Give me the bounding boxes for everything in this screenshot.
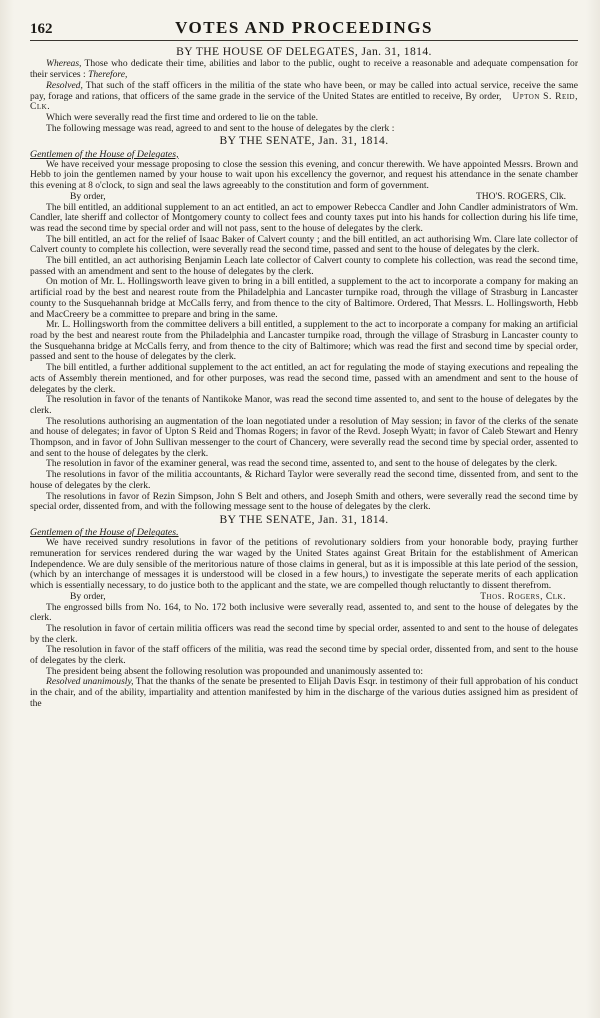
resolved-body: That such of the staff officers in the militia of the state who have been, or may be called into actual service, receive the same pay, forage and rations, that officers of the same grade in the service of the United States are entitled to receive, By order, bbox=[30, 79, 578, 102]
paragraph-president-absent: The president being absent the following resolution was propounded and unanimously assented to: bbox=[46, 665, 424, 677]
paragraph-hollingsworth-motion: On motion of Mr. L. Hollingsworth leave given to bring in a bill entitled, a supplement to the act to incorporate a company for making an artificial road by the best and nearest route from the Philadelphia and Lancaster turnpike road, through the village of Strasburg in Lancaster county to the Susquehannah bridge at McCalls ferry, and from thence to the city of Baltimore. Ordered, That Messrs. L. Hollingsworth, Hebb and MacCreery be a committee to prepare and bring in the same. bbox=[30, 276, 578, 320]
salutation-1: Gentlemen of the House of Delegates, bbox=[30, 148, 179, 160]
paragraph-resolved-unanimously bbox=[30, 677, 578, 709]
paragraph-whereas bbox=[30, 59, 578, 80]
resolved-unanimously-body: That the thanks of the senate be presented to Elijah Davis Esqr. in testimony of their full approbation of his conduct in the chair, and of the ability, impartiality and attention manifested by him in the discharge of the various duties assigned him as president of the bbox=[30, 676, 579, 709]
signature-by-order-2: By order, bbox=[70, 590, 106, 602]
paragraph-message-revolutionary-soldiers: We have received sundry resolutions in favor of the petitions of revolutionary soldiers from your honorable body, praying further remuneration for services rendered during the war waged by the United States against Great Britain for the establishment of American Independence. We are duly sensible of the meritorious nature of those claims in general, but as it is impossible at this late period of the session, (which by an interchange of messages it is understood will be closed in a few hours,) to investigate the seperate merits of each application which is essentially necessary, to do justice both to the applicant and the state, we are compelled though reluctantly to dissent therefrom. bbox=[30, 537, 578, 592]
page-body bbox=[30, 46, 578, 710]
signature-by-order-1: By order, bbox=[70, 190, 106, 202]
resolved-lead: Resolved, bbox=[46, 79, 83, 91]
paragraph-which-read: Which were severally read the first time and ordered to lie on the table. bbox=[46, 111, 318, 123]
paragraph-message-close-session: We have received your message proposing to close the session this evening, and concur therewith. We have appointed Messrs. Brown and Hebb to join the gentlemen named by your house to wait upon his excellency the governor, and request his attendance in the senate chamber this evening at 8 o'clock, to sign and seal the laws agreeably to the constitution and form of government. bbox=[30, 158, 578, 192]
paragraph-leach-bill: The bill entitled, an act authorising Benjamin Leach late collector of Calvert county to complete his collection, was read the second time, passed with an amendment and sent to the house of delegates by the clerk. bbox=[30, 255, 578, 277]
running-head bbox=[30, 18, 578, 41]
signature-rogers-1: THO'S. ROGERS, Clk. bbox=[475, 190, 566, 202]
paragraph-staff-officers: The resolution in favor of the staff officers of the militia, was read the second time by special order, dissented from, and sent to the house of delegates by the clerk. bbox=[30, 644, 578, 667]
paragraph-staying-executions: The bill entitled, a further additional supplement to the act entitled, an act for regulating the mode of staying executions and repealing the acts of Assembly therein mentioned, and for other purposes, was read the second time, passed with an amendment and sent to the house of delegates by the clerk. bbox=[30, 362, 578, 395]
paragraph-simpson-resolutions: The resolutions in favor of Rezin Simpson, John S Belt and others, and Joseph Smith and others, were severally read the second time by special order, dissented from, and with the following message sent to the house of delegates by the clerk. bbox=[30, 490, 578, 513]
heading-senate-2: BY THE SENATE, Jan. 31, 1814. bbox=[219, 512, 389, 526]
whereas-body: Those who dedicate their time, abilities and labor to the public, ought to receive a reasonable and adequate compensation for their services : bbox=[30, 58, 578, 81]
reid-signature: Upton S. Reid, Clk. bbox=[30, 90, 579, 113]
paragraph-engrossed-bills: The engrossed bills from No. 164, to No. 172 both inclusive were severally read, assented to, and sent to the house of delegates by the clerk. bbox=[30, 601, 578, 624]
signature-rogers-2: Thos. Rogers, Clk. bbox=[480, 590, 566, 602]
whereas-lead: Whereas, bbox=[46, 58, 82, 70]
paragraph-following-message: The following message was read, agreed to and sent to the house of delegates by the clerk : bbox=[46, 122, 395, 134]
signature-block-1 bbox=[70, 192, 578, 203]
paragraph-nantikoke-manor: The resolution in favor of the tenants of Nantikoke Manor, was read the second time assented to, and sent to the house of delegates by the clerk. bbox=[30, 394, 578, 416]
resolved-unanimously-lead: Resolved unanimously, bbox=[46, 676, 134, 688]
paragraph-baker-bill: The bill entitled, an act for the relief of Isaac Baker of Calvert county ; and the bill entitled, an act authorising Wm. Clare late collector of Calvert county to complete his collection, were severally read the second time, passed and sent to the house of delegates by the clerk. bbox=[30, 233, 578, 256]
salutation-2: Gentlemen of the House of Delegates. bbox=[30, 527, 179, 539]
paragraph-candler-bill: The bill entitled, an additional supplement to an act entitled, an act to empower Rebecca Candler and John Candler administrators of Wm. Candler, late sheriff and collector of Montgomery county to collect fees and county taxes put into his hands for collection during his life time, was read the second time by special order and will not pass, sent to the house of delegates by the clerk. bbox=[30, 201, 578, 234]
paragraph-committee-bill: Mr. L. Hollingsworth from the committee delivers a bill entitled, a supplement to the act to incorporate a company for making an artificial road by the best and nearest route from the Philadelphia and Lancaster turnpike road, through the village of Strasburg in Lancaster county to the Susquehanna bridge at McCalls ferry, and from thence to the city of Baltimore; which was read the first and second time by special order, passed and sent to the house of delegates by the clerk. bbox=[30, 319, 578, 363]
paragraph-militia-officers: The resolution in favor of certain militia officers was read the second time by special order, assented to and sent to the house of delegates by the clerk. bbox=[30, 622, 578, 645]
running-title: VOTES AND PROCEEDINGS bbox=[175, 18, 433, 37]
therefore-word: Therefore, bbox=[88, 69, 128, 81]
heading-senate-1: BY THE SENATE, Jan. 31, 1814. bbox=[219, 134, 389, 148]
paragraph-resolved-staff-officers bbox=[30, 81, 578, 113]
paragraph-loan-augmentation: The resolutions authorising an augmentation of the loan negotiated under a resolution of May session; in favor of the clerks of the senate and house of delegates; in favor of Upton S Reid and Thomas Rogers; in favor of the Revd. Joseph Wyatt; in favor of Caleb Stewart and Henry Thompson, and in favor of John Sullivan messenger to the court of Chancery, were severally read the second time by special order, assented to and sent to the house of delegates by the clerk. bbox=[30, 415, 578, 459]
paragraph-examiner-general: The resolution in favor of the examiner general, was read the second time, assented to, and sent to the house of delegates by the clerk. bbox=[46, 458, 558, 470]
page-number: 162 bbox=[30, 21, 53, 37]
signature-block-2 bbox=[70, 592, 578, 603]
heading-house-of-delegates: BY THE HOUSE OF DELEGATES, Jan. 31, 1814. bbox=[176, 45, 432, 58]
paragraph-militia-accountants: The resolutions in favor of the militia accountants, & Richard Taylor were severally read the second time, dissented from, and sent to the house of delegates by the clerk. bbox=[30, 469, 578, 491]
